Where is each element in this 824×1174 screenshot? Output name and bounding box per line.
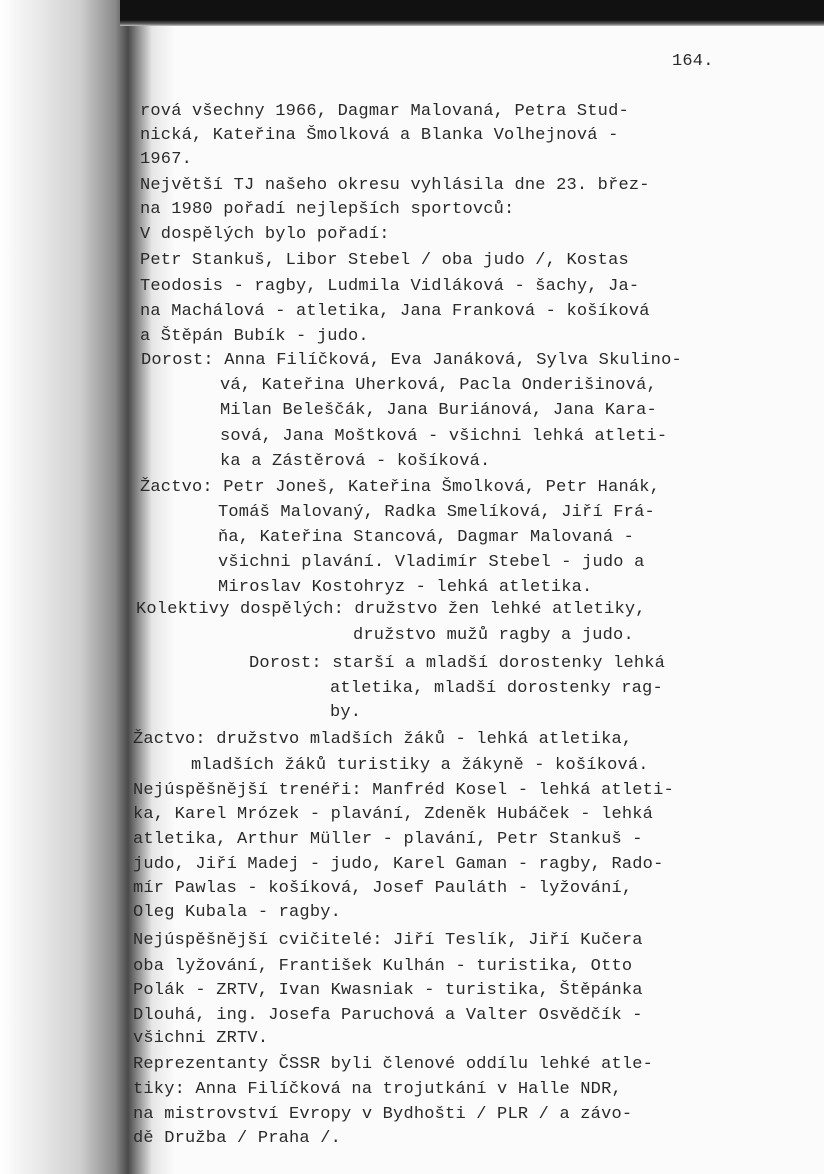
text-line: Petr Stankuš, Libor Stebel / oba judo /, Kostas (140, 251, 629, 270)
text-line: všichni ZRTV. (133, 1029, 269, 1048)
text-line: mladších žáků turistiky a žákyně - košíková. (191, 756, 649, 775)
text-line: Dorost: starší a mladší dorostenky lehká (249, 654, 666, 673)
text-line: oba lyžování, František Kulhán - turistika, Otto (133, 957, 633, 976)
scan-top-edge (120, 0, 824, 26)
text-line: a Štěpán Bubík - judo. (140, 327, 369, 346)
text-line: Kolektivy dospělých: družstvo žen lehké atletiky, (136, 600, 646, 619)
text-line: Miroslav Kostohryz - lehká atletika. (218, 578, 593, 597)
text-line: Nejúspěšnější cvičitelé: Jiří Teslík, Jiří Kučera (133, 931, 643, 950)
text-line: Oleg Kubala - ragby. (133, 903, 342, 922)
text-line: Žactvo: Petr Joneš, Kateřina Šmolková, Petr Hanák, (140, 478, 661, 497)
text-line: na Machálová - atletika, Jana Franková - košíková (140, 302, 650, 321)
text-line: Největší TJ našeho okresu vyhlásila dne 23. břez- (140, 176, 650, 195)
text-line: Dlouhá, ing. Josefa Paruchová a Valter Osvědčík - (133, 1006, 643, 1025)
text-line: Teodosis - ragby, Ludmila Vidláková - šachy, Ja- (140, 277, 640, 296)
text-line: Milan Beleščák, Jana Buriánová, Jana Kara- (220, 401, 657, 420)
text-line: tiky: Anna Filíčková na trojutkání v Halle NDR, (133, 1080, 622, 1099)
text-line: Dorost: Anna Filíčková, Eva Janáková, Sylva Skulino- (141, 351, 682, 370)
text-line: dě Družba / Praha /. (133, 1129, 342, 1148)
text-line: rová všechny 1966, Dagmar Malovaná, Petra Stud- (140, 102, 629, 121)
text-line: ňa, Kateřina Stancová, Dagmar Malovaná - (218, 528, 635, 547)
text-line: na mistrovství Evropy v Bydhošti / PLR / a závo- (133, 1105, 633, 1124)
text-line: všichni plavání. Vladimír Stebel - judo a (218, 553, 645, 572)
text-line: vá, Kateřina Uherková, Pacla Onderišinová, (220, 376, 657, 395)
text-line: mír Pawlas - košíková, Josef Pauláth - lyžování, (133, 879, 633, 898)
text-line: 1967. (140, 150, 193, 169)
text-line: by. (330, 703, 362, 722)
page-number: 164. (672, 52, 714, 71)
text-line: Žactvo: družstvo mladších žáků - lehká atletika, (133, 730, 633, 749)
text-line: družstvo mužů ragby a judo. (353, 626, 634, 645)
text-line: judo, Jiří Madej - judo, Karel Gaman - ragby, Rado- (133, 855, 664, 874)
text-line: Polák - ZRTV, Ivan Kwasniak - turistika, Štěpánka (133, 981, 643, 1000)
text-line: Reprezentanty ČSSR byli členové oddílu lehké atle- (133, 1055, 654, 1074)
text-line: atletika, Arthur Müller - plavání, Petr Stankuš - (133, 830, 643, 849)
text-line: ka, Karel Mrózek - plavání, Zdeněk Hubáček - lehká (133, 805, 654, 824)
text-line: Nejúspěšnější trenéři: Manfréd Kosel - lehká atleti- (133, 781, 674, 800)
text-line: nická, Kateřina Šmolková a Blanka Volhejnová - (140, 126, 619, 145)
text-line: atletika, mladší dorostenky rag- (330, 679, 663, 698)
text-line: Tomáš Malovaný, Radka Smelíková, Jiří Frá- (218, 503, 655, 522)
text-line: V dospělých bylo pořadí: (140, 225, 390, 244)
text-line: na 1980 pořadí nejlepších sportovců: (140, 200, 515, 219)
text-line: sová, Jana Moštková - všichni lehká atleti- (220, 427, 668, 446)
text-line: ka a Zástěrová - košíková. (220, 452, 491, 471)
